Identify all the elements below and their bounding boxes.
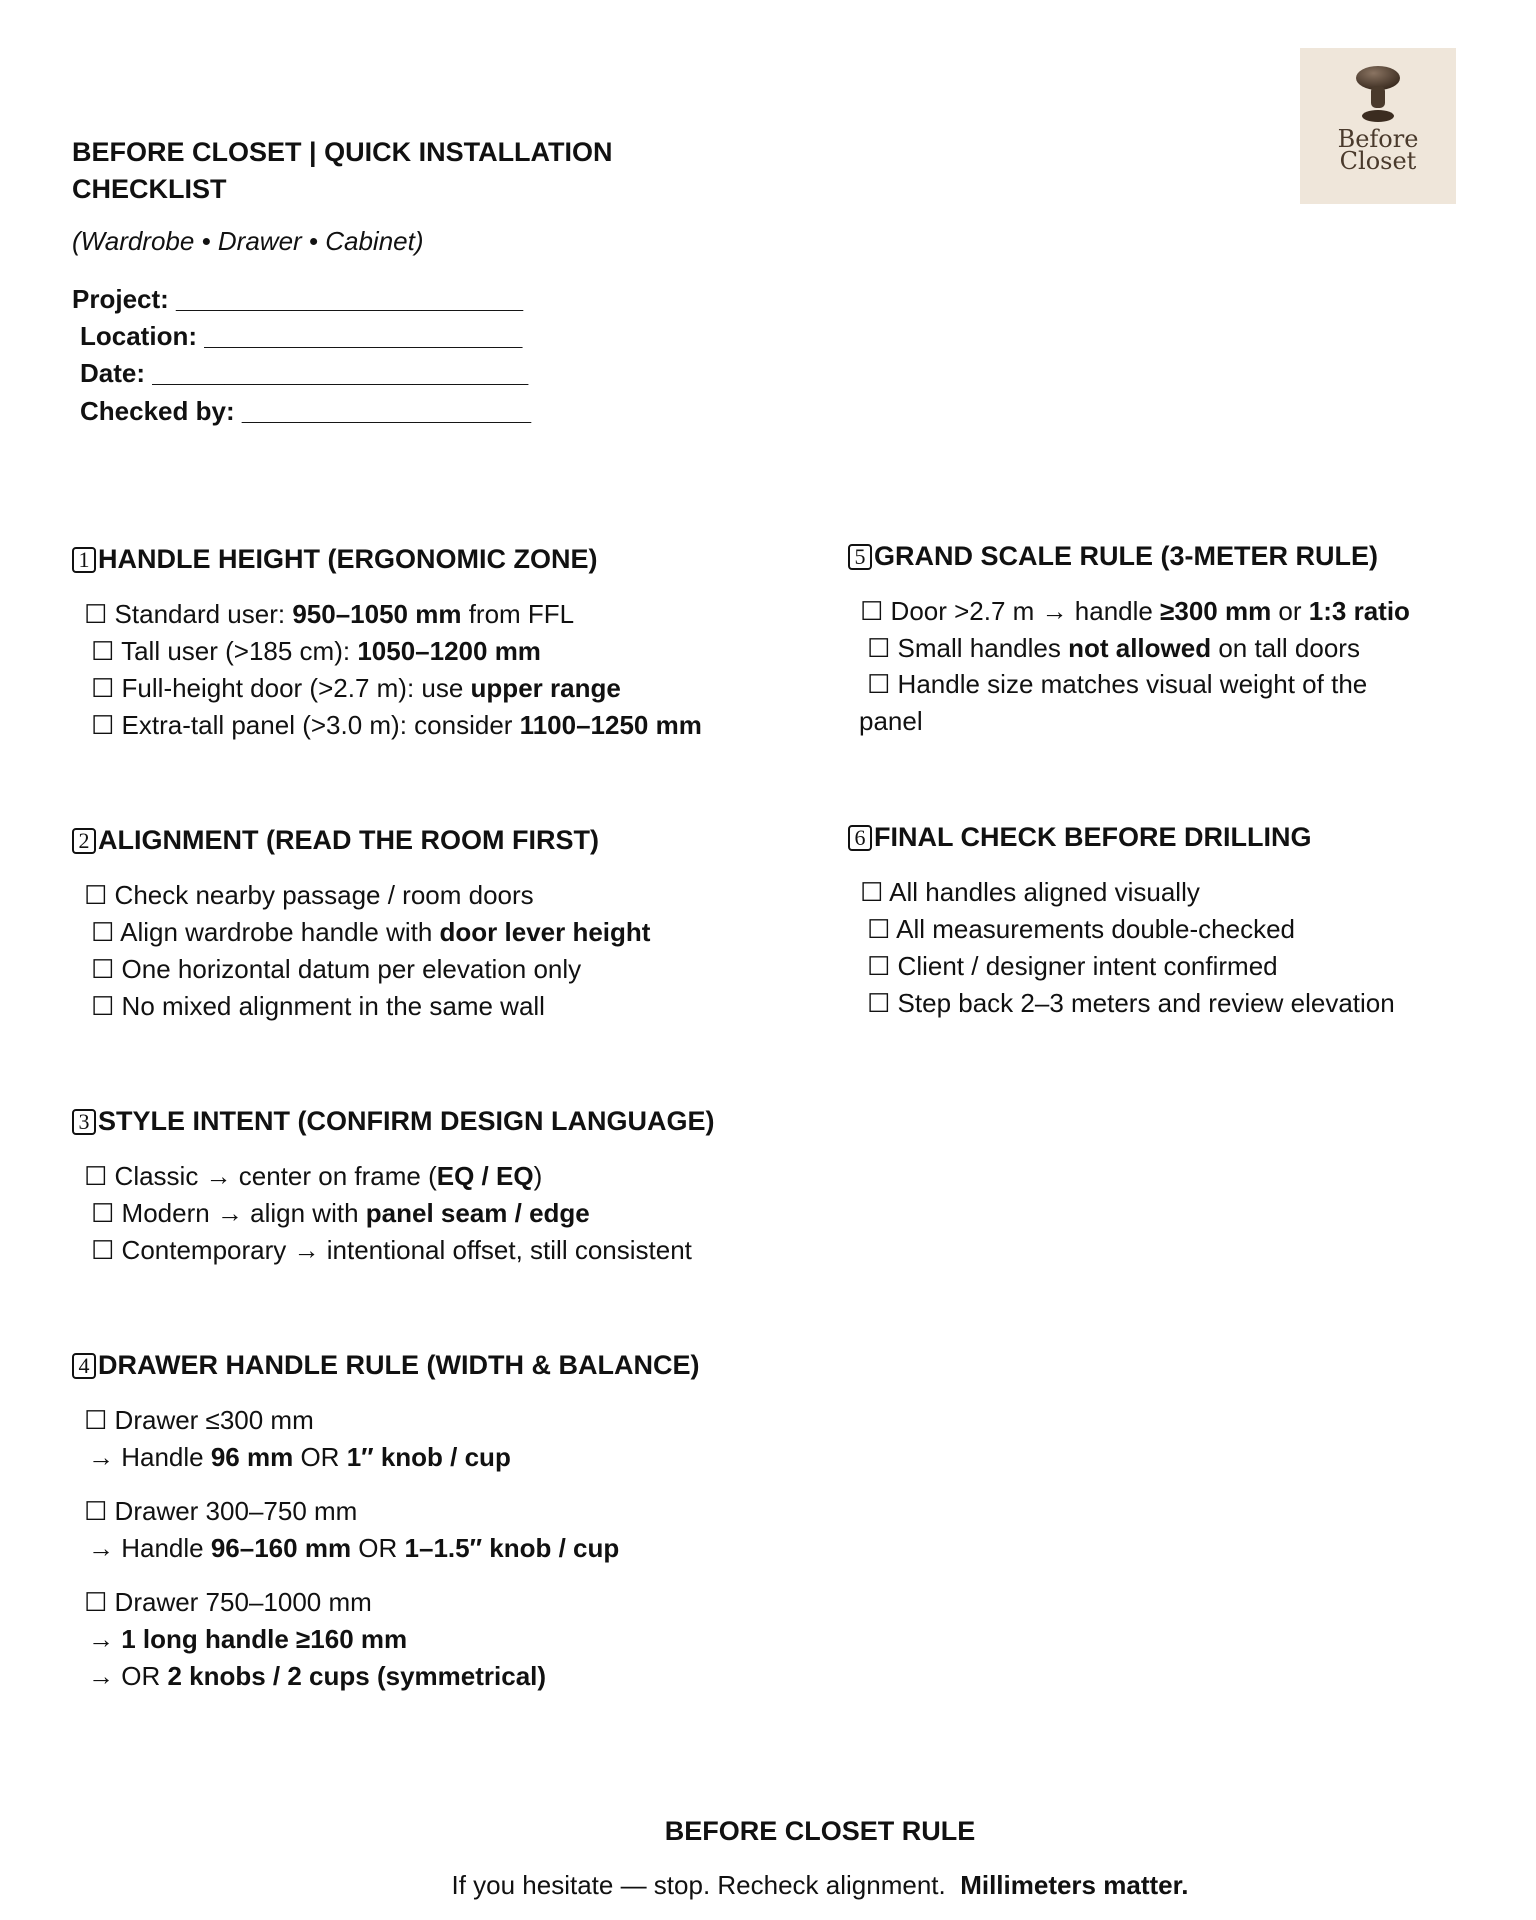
title-line-2: CHECKLIST (72, 174, 227, 204)
checkbox-icon[interactable]: ☐ (84, 880, 108, 910)
section-6-number: 6 (848, 825, 872, 851)
checklist-item[interactable]: ☐ All measurements double-checked (867, 914, 1295, 944)
section-5-title: GRAND SCALE RULE (3-METER RULE) (874, 541, 1378, 571)
project-blank[interactable]: ________________________ (176, 284, 524, 314)
checklist-item[interactable]: ☐ Step back 2–3 meters and review elevation (867, 988, 1395, 1018)
checklist-item[interactable]: ☐ One horizontal datum per elevation only (91, 954, 582, 984)
section-1-number: 1 (72, 547, 96, 573)
checklist-item[interactable]: ☐ No mixed alignment in the same wall (91, 991, 545, 1021)
section-3-heading (72, 1106, 715, 1137)
drawer-rule-line: → Handle 96–160 mm OR 1–1.5″ knob / cup (88, 1533, 620, 1563)
checklist-item[interactable]: ☐ All handles aligned visually (860, 877, 1200, 907)
checklist-item[interactable]: ☐ Align wardrobe handle with door lever height (91, 917, 651, 947)
date-blank[interactable]: __________________________ (152, 358, 529, 388)
date-field[interactable] (80, 358, 528, 389)
brand-logo (1300, 48, 1456, 204)
footer-rule-text: If you hesitate — stop. Recheck alignment. Millimeters matter. (451, 1870, 1189, 1900)
checklist-item[interactable]: ☐ Standard user: 950–1050 mm from FFL (84, 599, 575, 629)
checkbox-icon[interactable]: ☐ (84, 1587, 108, 1617)
checklist-item[interactable]: ☐ Check nearby passage / room doors (84, 880, 534, 910)
checkbox-icon[interactable]: ☐ (84, 599, 108, 629)
checkbox-icon[interactable]: ☐ (91, 1235, 115, 1265)
checked-by-label: Checked by: (80, 396, 235, 426)
checklist-item[interactable]: ☐ Small handles not allowed on tall doors (867, 633, 1360, 663)
section-2-heading (72, 825, 599, 856)
section-4-heading (72, 1350, 699, 1381)
checkbox-icon[interactable]: ☐ (84, 1161, 108, 1191)
page-title (72, 134, 613, 208)
checklist-item[interactable]: ☐ Drawer ≤300 mm (84, 1405, 314, 1435)
checkbox-icon[interactable]: ☐ (91, 917, 115, 947)
checked-by-blank[interactable]: ____________________ (241, 396, 532, 426)
section-6-title: FINAL CHECK BEFORE DRILLING (874, 822, 1312, 852)
checkbox-icon[interactable]: ☐ (860, 877, 884, 907)
checkbox-icon[interactable]: ☐ (867, 951, 891, 981)
checkbox-icon[interactable]: ☐ (91, 636, 115, 666)
section-2-number: 2 (72, 828, 96, 854)
drawer-rule-line: → Handle 96 mm OR 1″ knob / cup (88, 1442, 511, 1472)
section-6-heading (848, 822, 1312, 853)
section-4-number: 4 (72, 1353, 96, 1379)
checklist-item[interactable]: ☐ Extra-tall panel (>3.0 m): consider 1100–1250 mm (91, 710, 702, 740)
checkbox-icon[interactable]: ☐ (867, 914, 891, 944)
location-field[interactable] (80, 321, 522, 352)
checked-by-field[interactable] (80, 396, 531, 427)
title-line-1: BEFORE CLOSET | QUICK INSTALLATION (72, 137, 613, 167)
section-4-title: DRAWER HANDLE RULE (WIDTH & BALANCE) (98, 1350, 700, 1380)
checkbox-icon[interactable]: ☐ (860, 596, 884, 626)
checkbox-icon[interactable]: ☐ (867, 669, 891, 699)
checkbox-icon[interactable]: ☐ (91, 1198, 115, 1228)
project-field[interactable] (72, 284, 523, 315)
section-1-title: HANDLE HEIGHT (ERGONOMIC ZONE) (98, 544, 598, 574)
drawer-rule-line: → OR 2 knobs / 2 cups (symmetrical) (88, 1661, 547, 1691)
checklist-item[interactable]: ☐ Contemporary → intentional offset, still consistent (91, 1235, 692, 1265)
project-label: Project: (72, 284, 169, 314)
logo-line-2: Closet (1339, 147, 1417, 175)
section-5-number: 5 (848, 544, 872, 570)
logo-line-1: Before (1337, 125, 1419, 153)
checkbox-icon[interactable]: ☐ (84, 1496, 108, 1526)
cabinet-knob-icon (1352, 64, 1404, 126)
checkbox-icon[interactable]: ☐ (867, 633, 891, 663)
checklist-item[interactable]: ☐ Door >2.7 m → handle ≥300 mm or 1:3 ratio (860, 596, 1410, 626)
checkbox-icon[interactable]: ☐ (84, 1405, 108, 1435)
checklist-item[interactable]: ☐ Client / designer intent confirmed (867, 951, 1278, 981)
drawer-rule-line: → 1 long handle ≥160 mm (88, 1624, 408, 1654)
location-blank[interactable]: ______________________ (204, 321, 523, 351)
checklist-item[interactable]: ☐ Handle size matches visual weight of the panel (859, 669, 1368, 736)
checklist-item[interactable]: ☐ Full-height door (>2.7 m): use upper range (91, 673, 621, 703)
checkbox-icon[interactable]: ☐ (91, 710, 115, 740)
checklist-item[interactable]: ☐ Drawer 750–1000 mm (84, 1587, 372, 1617)
section-2-title: ALIGNMENT (READ THE ROOM FIRST) (98, 825, 599, 855)
checklist-item[interactable]: ☐ Modern → align with panel seam / edge (91, 1198, 590, 1228)
subtitle: (Wardrobe • Drawer • Cabinet) (72, 226, 424, 256)
location-label: Location: (80, 321, 197, 351)
checklist-item[interactable]: ☐ Drawer 300–750 mm (84, 1496, 358, 1526)
checkbox-icon[interactable]: ☐ (867, 988, 891, 1018)
footer-rule-title: BEFORE CLOSET RULE (664, 1816, 976, 1846)
checkbox-icon[interactable]: ☐ (91, 673, 115, 703)
section-3-title: STYLE INTENT (CONFIRM DESIGN LANGUAGE) (98, 1106, 715, 1136)
checklist-item[interactable]: ☐ Classic → center on frame (EQ / EQ) (84, 1161, 543, 1191)
section-3-number: 3 (72, 1109, 96, 1135)
checklist-item[interactable]: ☐ Tall user (>185 cm): 1050–1200 mm (91, 636, 541, 666)
checkbox-icon[interactable]: ☐ (91, 954, 115, 984)
date-label: Date: (80, 358, 146, 388)
section-1-heading (72, 544, 598, 575)
section-5-heading (848, 541, 1378, 572)
checkbox-icon[interactable]: ☐ (91, 991, 115, 1021)
logo-text (1337, 125, 1419, 175)
